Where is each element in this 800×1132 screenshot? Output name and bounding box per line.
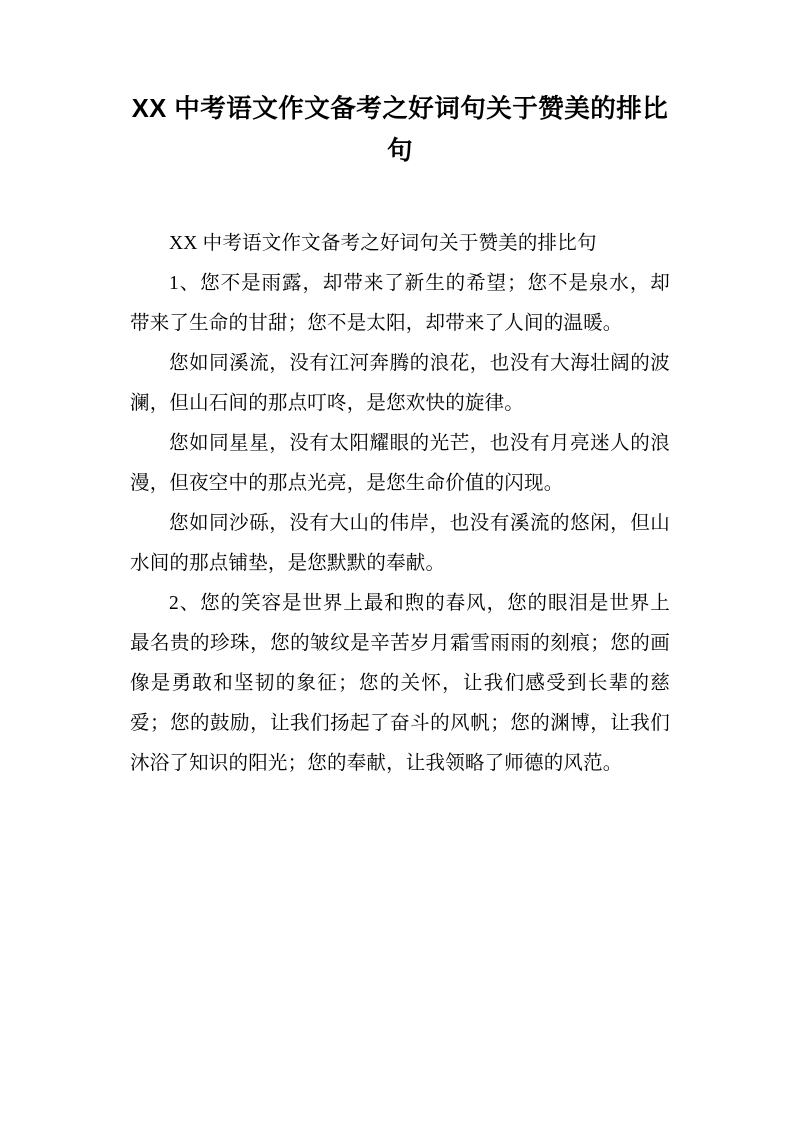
page-title: XX 中考语文作文备考之好词句关于赞美的排比句 (131, 95, 669, 165)
paragraph: 1、您不是雨露，却带来了新生的希望；您不是泉水，却带来了生命的甘甜；您不是太阳，却带来了人间的温暖。 (130, 273, 670, 334)
document-body (130, 224, 670, 784)
paragraph: 您如同溪流，没有江河奔腾的浪花，也没有大海壮阔的波澜，但山石间的那点叮咚，是您欢快的旋律。 (130, 353, 670, 414)
paragraph: XX 中考语文作文备考之好词句关于赞美的排比句 (169, 233, 597, 254)
paragraph: 您如同沙砾，没有大山的伟岸，也没有溪流的悠闲，但山水间的那点铺垫，是您默默的奉献。 (130, 513, 670, 574)
paragraph: 您如同星星，没有太阳耀眼的光芒，也没有月亮迷人的浪漫，但夜空中的那点光亮，是您生命价值的闪现。 (130, 433, 670, 494)
page-content (130, 88, 670, 784)
paragraph: 2、您的笑容是世界上最和煦的春风，您的眼泪是世界上最名贵的珍珠，您的皱纹是辛苦岁月霜雪雨雨的刻痕；您的画像是勇敢和坚韧的象征；您的关怀，让我们感受到长辈的慈爱；您的鼓励，让我们扬起了奋斗的风帆；您的渊博，让我们沐浴了知识的阳光；您的奉献，让我领略了师德的风范。 (130, 593, 670, 774)
